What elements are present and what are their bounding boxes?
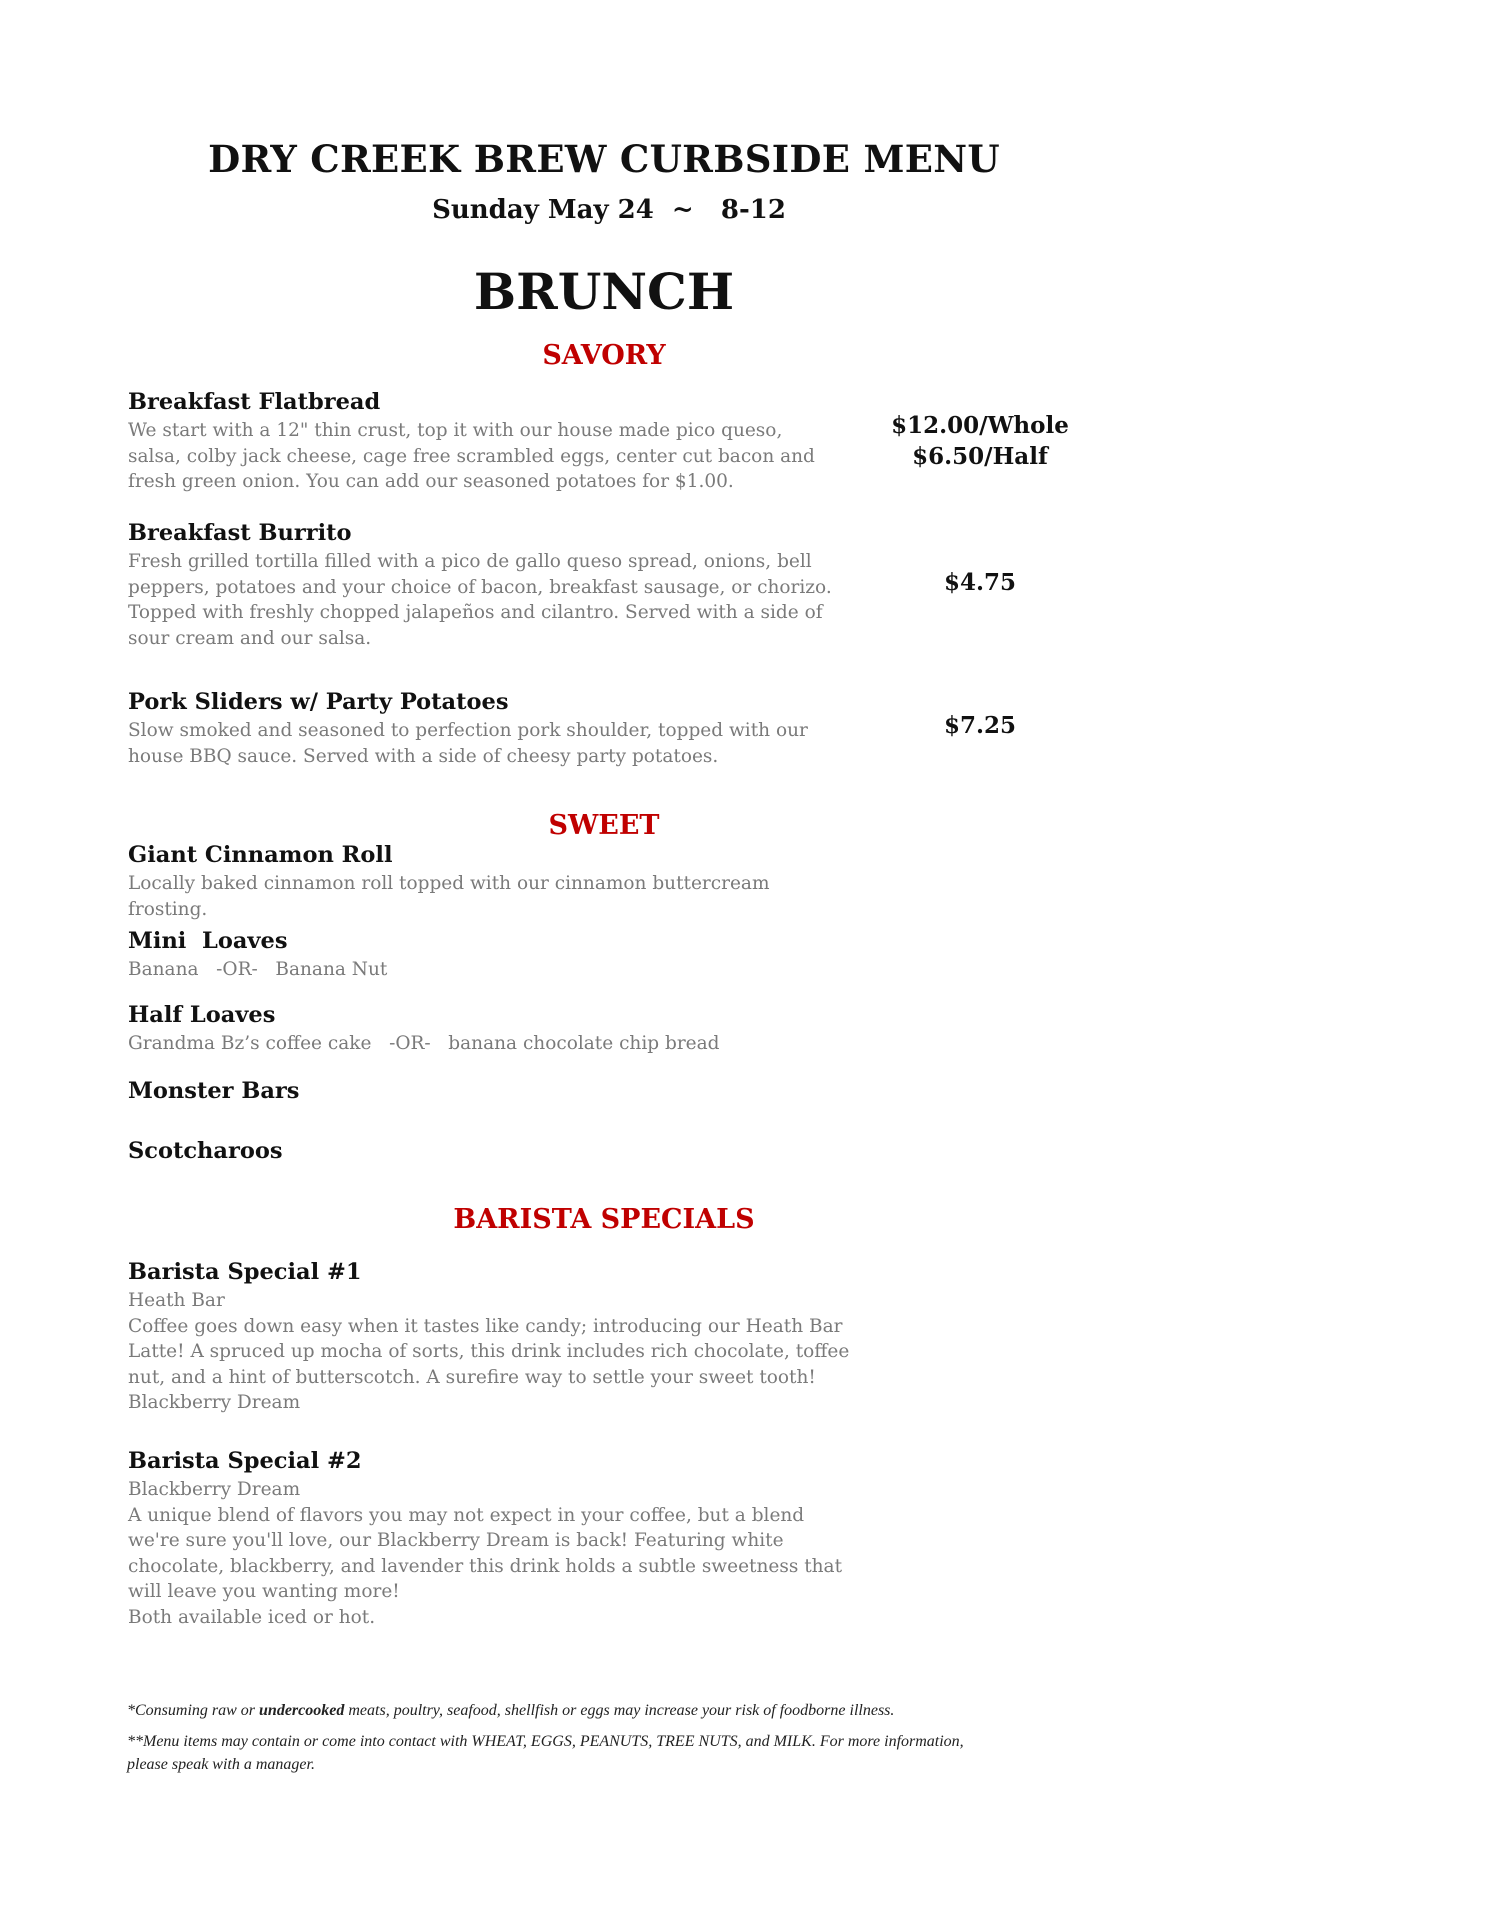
item-description	[128, 1477, 858, 1630]
item-price	[880, 567, 1080, 598]
item-name: Barista Special #1	[128, 1259, 362, 1285]
footnote-line: please speak with a manager.	[127, 1756, 315, 1773]
description-line: salsa, colby jack cheese, cage free scrambled eggs, center cut bacon and	[128, 445, 815, 467]
description-line: house BBQ sauce. Served with a side of cheesy party potatoes.	[128, 745, 719, 767]
description-line: Latte! A spruced up mocha of sorts, this drink includes rich chocolate, toffee	[128, 1341, 850, 1362]
section-heading-savory: SAVORY	[542, 340, 666, 371]
price-line: $6.50/Half	[912, 443, 1048, 470]
description-line: Both available iced or hot.	[128, 1606, 376, 1628]
allergy-footnote-raw-food	[127, 1699, 1127, 1722]
description-line: Heath Bar	[128, 1290, 225, 1311]
price-line: $4.75	[943, 569, 1017, 596]
item-description	[128, 871, 858, 922]
item-description	[128, 718, 858, 769]
description-line: A unique blend of flavors you may not expect in your coffee, but a blend	[128, 1504, 805, 1526]
item-name: Half Loaves	[128, 1002, 276, 1028]
description-line: Fresh grilled tortilla filled with a pico de gallo queso spread, onions, bell	[128, 551, 812, 572]
menu-title: DRY CREEK BREW CURBSIDE MENU	[208, 137, 1000, 181]
item-name: Scotcharoos	[128, 1138, 283, 1164]
description-line: Locally baked cinnamon roll topped with our cinnamon buttercream	[128, 873, 770, 894]
description-line: Blackberry Dream	[128, 1392, 301, 1413]
description-line: Slow smoked and seasoned to perfection pork shoulder, topped with our	[128, 720, 808, 741]
description-line: Coffee goes down easy when it tastes like candy; introducing our Heath Bar	[128, 1315, 843, 1337]
item-description	[128, 957, 858, 983]
price-line: $7.25	[943, 712, 1017, 739]
allergy-footnote-allergens	[127, 1730, 1127, 1776]
description-line: we're sure you'll love, our Blackberry Dream is back! Featuring white	[128, 1530, 784, 1551]
footnote-line: **Menu items may contain or come into contact with WHEAT, EGGS, PEANUTS, TREE NUTS, and MILK. For more information,	[127, 1733, 964, 1750]
description-line: Grandma Bz’s coffee cake -OR- banana chocolate chip bread	[128, 1033, 720, 1054]
section-heading-barista-specials: BARISTA SPECIALS	[453, 1204, 755, 1235]
footnote-emphasis: undercooked	[259, 1702, 345, 1719]
item-name: Pork Sliders w/ Party Potatoes	[128, 689, 509, 715]
item-name: Barista Special #2	[128, 1448, 362, 1474]
menu-name: BRUNCH	[473, 262, 735, 321]
section-heading-sweet: SWEET	[548, 810, 660, 841]
menu-date: Sunday May 24 ~ 8-12	[432, 195, 786, 225]
item-description	[128, 1031, 858, 1057]
item-price	[880, 710, 1080, 741]
item-name: Breakfast Flatbread	[128, 389, 381, 415]
footnote-text: meats, poultry, seafood, shellfish or eggs may increase your risk of foodborne illness.	[344, 1702, 895, 1719]
item-name: Giant Cinnamon Roll	[128, 842, 393, 868]
item-name: Mini Loaves	[128, 928, 288, 954]
description-line: Blackberry Dream	[128, 1479, 301, 1500]
description-line: sour cream and our salsa.	[128, 627, 372, 649]
description-line: chocolate, blackberry, and lavender this drink holds a subtle sweetness that	[128, 1555, 843, 1577]
description-line: nut, and a hint of butterscotch. A surefire way to settle your sweet tooth!	[128, 1366, 816, 1388]
item-description	[128, 549, 858, 651]
description-line: Banana -OR- Banana Nut	[128, 959, 388, 980]
item-price	[880, 410, 1080, 472]
description-line: peppers, potatoes and your choice of bacon, breakfast sausage, or chorizo.	[128, 576, 832, 598]
description-line: Topped with freshly chopped jalapeños and cilantro. Served with a side of	[128, 602, 823, 623]
description-line: We start with a 12" thin crust, top it with our house made pico queso,	[128, 420, 783, 441]
price-line: $12.00/Whole	[891, 412, 1069, 439]
item-description	[128, 418, 858, 495]
footnote-text: *Consuming raw or	[127, 1702, 260, 1719]
item-name: Breakfast Burrito	[128, 520, 352, 546]
description-line: will leave you wanting more!	[128, 1581, 400, 1602]
footnote-line	[127, 1699, 1127, 1722]
description-line: fresh green onion. You can add our seasoned potatoes for $1.00.	[128, 471, 734, 492]
description-line: frosting.	[128, 898, 208, 920]
item-name: Monster Bars	[128, 1078, 300, 1104]
item-description	[128, 1288, 858, 1416]
